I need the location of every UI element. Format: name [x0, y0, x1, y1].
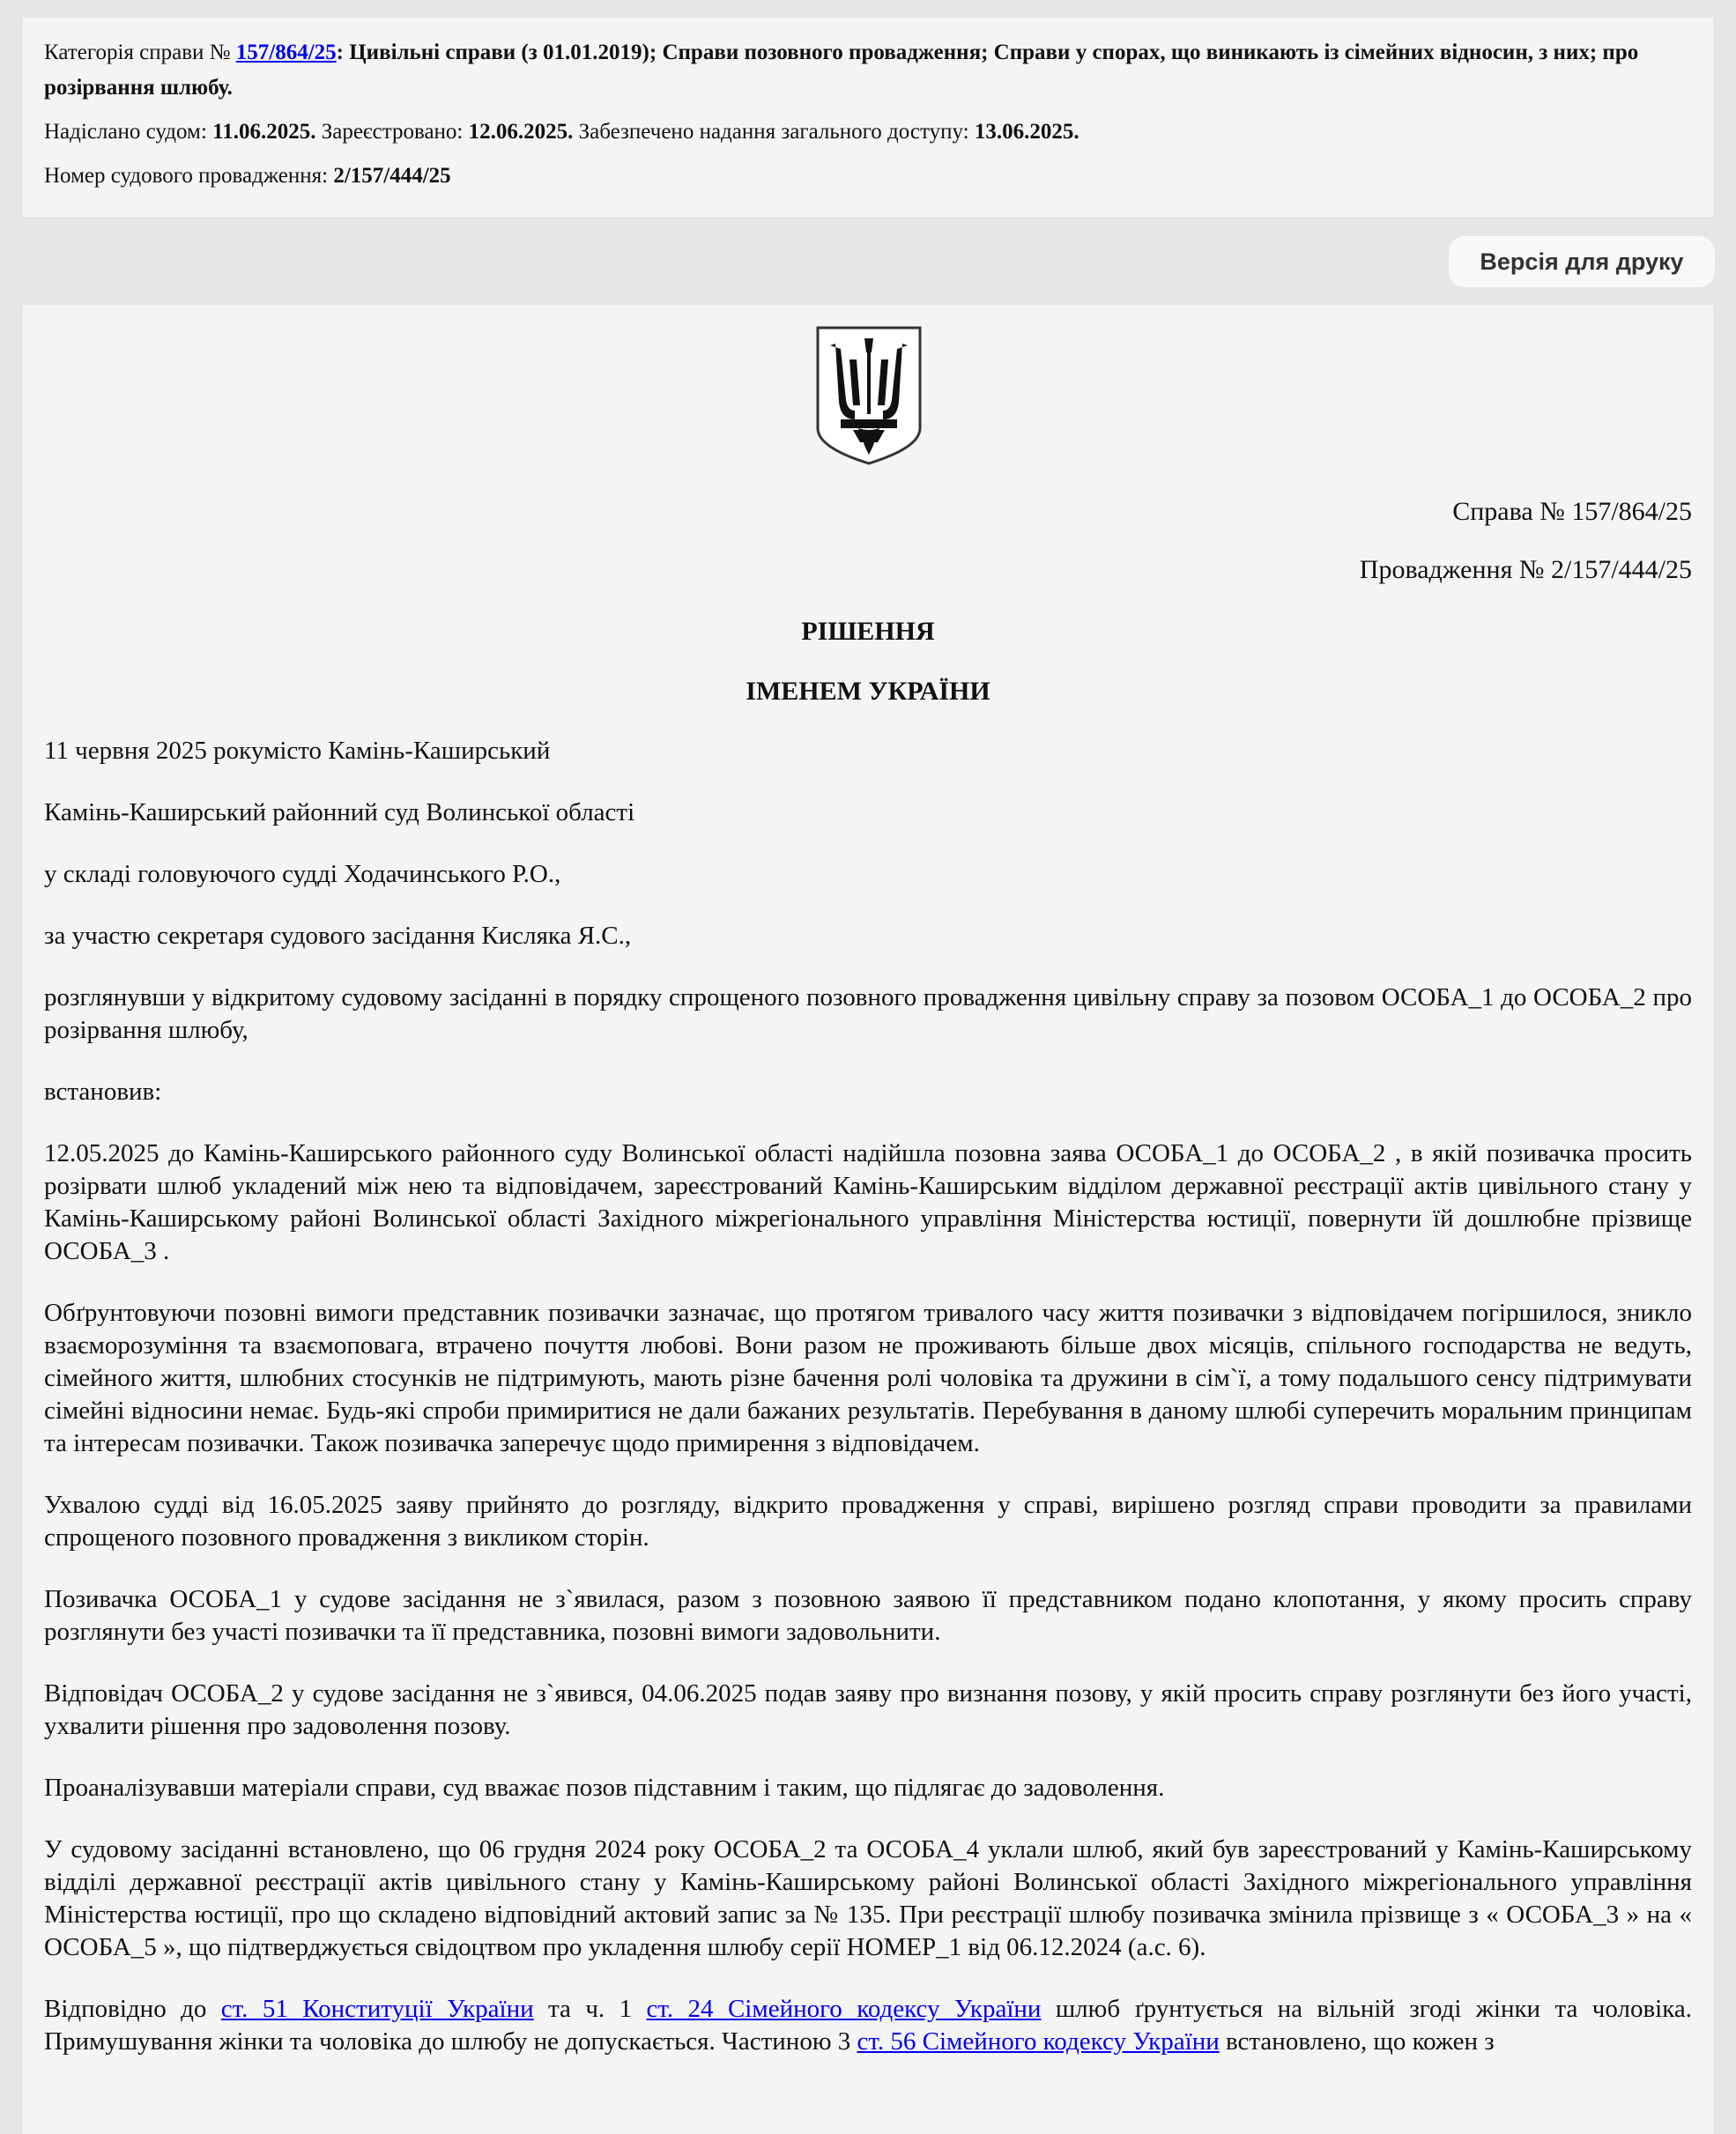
law-text-b: та ч. 1 — [533, 1995, 647, 2023]
category-prefix: Категорія справи № — [44, 41, 231, 64]
decision-body — [44, 735, 1692, 2087]
paragraph-grounds: Обґрунтовуючи позовні вимоги представник позивачки зазначає, що протягом тривалого часу життя позивачки з відповідачем погіршилося, зникло взаєморозуміння та взаємоповага, втрачено почуття любові. Вони разом не проживають більше двох місяців, спільного господарства не ведуть, сімейного життя, шлюбних стосунків не підтримують, мають різне бачення ролі чоловіка та дружини в сім`ї, а тому подальшого сенсу підтримувати сімейні відносини немає. Будь-які спроби примиритися не дали бажаних результатів. Перебування в даному шлюбі суперечить моральним принципам та інтересам позивачки. Також позивачка заперечує щодо примирення з відповідачем. — [44, 1299, 1692, 1457]
paragraph-established: встановив: — [44, 1078, 162, 1106]
decision-subtitle: ІМЕНЕМ УКРАЇНИ — [746, 677, 990, 706]
proceeding-number-header: Провадження № 2/157/444/25 — [1359, 555, 1692, 584]
registered-label: Зареєстровано: — [321, 120, 464, 144]
law-text-d: встановлено, що кожен з — [1219, 2027, 1495, 2056]
law-text-a: Відповідно до — [44, 1995, 221, 2023]
case-meta-panel — [23, 18, 1713, 217]
law-text-c: шлюб ґрунтується на вільній згоді жінки та чоловіка. Примушування жінки та чоловіка до шлюбу не допускається. Частиною 3 — [44, 1995, 1693, 2056]
sent-date: 11.06.2025. — [212, 120, 316, 144]
category-text: : Цивільні справи (з 01.01.2019); Справи позовного провадження; Справи у спорах, що виникають із сімейних відносин, з них; про розірвання шлюбу. — [44, 41, 1639, 100]
access-label: Забезпечено надання загального доступу: — [578, 120, 969, 144]
paragraph-analysis: Проаналізувавши матеріали справи, суд вважає позов підставним і таким, що підлягає до задоволення. — [44, 1774, 1165, 1802]
decision-title: РІШЕННЯ — [801, 617, 935, 646]
proceeding-number: 2/157/444/25 — [333, 164, 451, 188]
paragraph-claim: 12.05.2025 до Камінь-Каширського районного суду Волинської області надійшла позовна заява ОСОБА_1 до ОСОБА_2 , в якій позивачка просить розірвати шлюб укладений між нею та відповідачем, зареєстрований Камінь-Каширським відділом державної реєстрації актів цивільного стану у Камінь-Каширському районі Волинської області Західного міжрегіонального управління Міністерства юстиції, повернути їй дошлюбне прізвище ОСОБА_3 . — [44, 1139, 1692, 1265]
paragraph-facts: У судовому засіданні встановлено, що 06 грудня 2024 року ОСОБА_2 та ОСОБА_4 уклали шлюб, який був зареєстрований у Камінь-Каширському відділі державної реєстрації актів цивільного стану у Камінь-Каширському районі Волинської області Західного міжрегіонального управління Міністерства юстиції, про що складено відповідний актовий запис за № 135. При реєстрації шлюбу позивачка змінила прізвище з « ОСОБА_3 » на « ОСОБА_5 », що підтверджується свідоцтвом про укладення шлюбу серії НОМЕР_1 від 06.12.2024 (а.с. 6). — [44, 1835, 1692, 1961]
paragraph-secretary: за участю секретаря судового засідання Кисляка Я.С., — [44, 922, 632, 950]
constitution-article-51-link[interactable]: ст. 51 Конституції України — [220, 1995, 534, 2023]
paragraph-defendant: Відповідач ОСОБА_2 у судове засідання не з`явився, 04.06.2025 подав заяву про визнання позову, у якій просить справу розглянути без його участі, ухвалити рішення про задоволення позову. — [44, 1679, 1692, 1740]
case-number: Справа № 157/864/25 — [1452, 497, 1692, 526]
family-code-article-24-link[interactable]: ст. 24 Сімейного кодексу України — [646, 1995, 1042, 2023]
paragraph-case-description: розглянувши у відкритому судовому засіданні в порядку спрощеного позовного провадження цивільну справу за позовом ОСОБА_1 до ОСОБА_2 про розірвання шлюбу, — [44, 983, 1692, 1044]
registered-date: 12.06.2025. — [468, 120, 574, 144]
sent-label: Надіслано судом: — [44, 120, 207, 144]
paragraph-plaintiff: Позивачка ОСОБА_1 у судове засідання не з`явилася, разом з позовною заявою її представником подано клопотання, у якому просить справу розглянути без участі позивачки та її представника, позовні вимоги задовольнити. — [44, 1585, 1692, 1646]
case-category — [44, 35, 1692, 106]
paragraph-ruling: Ухвалою судді від 16.05.2025 заяву прийнято до розгляду, відкрито провадження у справі, вирішено розгляд справи проводити за правилами спрощеного позовного провадження з викликом сторін. — [44, 1491, 1692, 1552]
print-version-button[interactable]: Версія для друку — [1449, 236, 1715, 287]
ukraine-trident-emblem-icon — [814, 324, 924, 467]
proceeding-label: Номер судового провадження: — [44, 164, 329, 188]
paragraph-court: Камінь-Каширський районний суд Волинської області — [44, 798, 635, 826]
paragraph-date-place: 11 червня 2025 рокумісто Камінь-Каширський — [44, 737, 551, 765]
case-dates — [44, 115, 1692, 150]
family-code-article-56-link[interactable]: ст. 56 Сімейного кодексу України — [857, 2027, 1220, 2056]
case-number-link[interactable]: 157/864/25 — [235, 41, 337, 64]
access-date: 13.06.2025. — [974, 120, 1079, 144]
paragraph-judge: у складі головуючого судді Ходачинського Р.О., — [44, 860, 561, 888]
proceeding-info — [44, 159, 1692, 194]
decision-document — [23, 305, 1713, 2134]
paragraph-law — [44, 1993, 1692, 2058]
